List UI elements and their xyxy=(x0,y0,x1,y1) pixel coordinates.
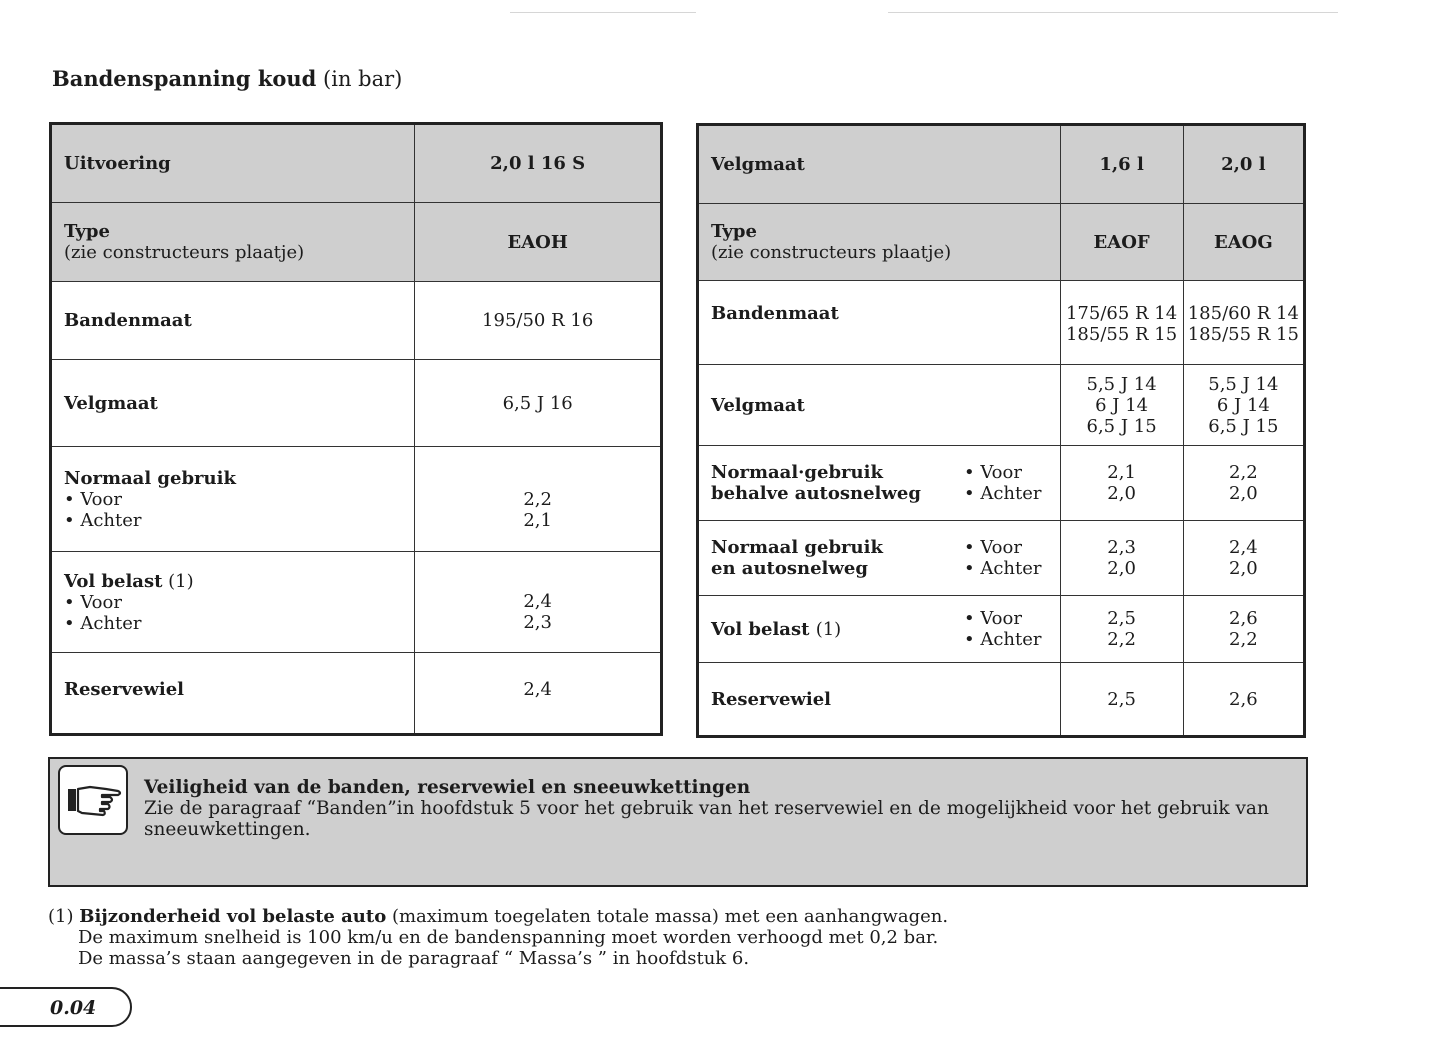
table-row xyxy=(698,125,1305,204)
rim-size-value: 6 J 14 xyxy=(1095,394,1149,416)
tyre-size-label: Bandenmaat xyxy=(698,281,1061,365)
values-col-2-0 xyxy=(1183,446,1304,521)
safety-note-box xyxy=(48,757,1308,887)
table-row xyxy=(698,446,1305,521)
normal-use-cell xyxy=(51,447,415,552)
page-number: 0.04 xyxy=(50,997,97,1019)
front-value: 2,3 xyxy=(1107,537,1136,558)
footnote xyxy=(48,906,948,969)
values-col-1-6 xyxy=(1060,446,1183,521)
rim-size-value: 6,5 J 16 xyxy=(415,360,662,447)
rim-size-label: Velgmaat xyxy=(51,360,415,447)
rim-size-value: 5,5 J 14 xyxy=(1086,373,1157,395)
full-load-label: Vol belast xyxy=(64,570,163,592)
values-col-1-6 xyxy=(1060,596,1183,663)
rear-value: 2,2 xyxy=(1229,629,1258,650)
table-row xyxy=(51,282,662,360)
footnote-ref: (1) xyxy=(815,618,842,640)
tyre-size-value: 195/50 R 16 xyxy=(415,282,662,360)
tyre-pressure-table-2-0-16s xyxy=(49,122,663,736)
values-col-1-6 xyxy=(1060,521,1183,596)
note-heading: Veiligheid van de banden, reservewiel en sneeuwkettingen xyxy=(144,777,751,798)
top-rule-left xyxy=(510,12,696,13)
spare-wheel-label: Reservewiel xyxy=(698,663,1061,737)
type-col-1-6: EAOF xyxy=(1060,204,1183,281)
rim-size-col-2-0 xyxy=(1183,365,1304,446)
rim-size-col-1-6 xyxy=(1060,365,1183,446)
normal-use-label: Normaal gebruik xyxy=(64,467,236,489)
top-rule-right xyxy=(888,12,1338,13)
title-unit: (in bar) xyxy=(323,67,403,91)
tyre-size-col-1-6 xyxy=(1060,281,1183,365)
rear-label: • Achter xyxy=(963,558,1042,579)
front-label: • Voor xyxy=(64,591,122,613)
table-row xyxy=(51,124,662,203)
table-row xyxy=(698,663,1305,737)
front-label: • Voor xyxy=(963,608,1022,629)
footnote-text: (maximum toegelaten totale massa) met een aanhangwagen. xyxy=(391,906,949,927)
front-value: 2,4 xyxy=(1229,537,1258,558)
table-row xyxy=(51,653,662,735)
type-label: Type xyxy=(64,221,110,242)
type-col-2-0: EAOG xyxy=(1183,204,1304,281)
type-value: EAOH xyxy=(415,203,662,282)
full-load-label: Vol belast xyxy=(711,618,810,640)
row-label: en autosnelweg xyxy=(711,558,868,579)
table-row xyxy=(51,552,662,653)
values-col-2-0 xyxy=(1183,521,1304,596)
table-row xyxy=(698,521,1305,596)
front-value: 2,1 xyxy=(1107,462,1136,483)
full-load-cell xyxy=(51,552,415,653)
rear-label: • Achter xyxy=(963,629,1042,650)
tyre-size-value: 185/60 R 14 xyxy=(1187,303,1299,324)
rim-size-label: Velgmaat xyxy=(698,365,1061,446)
table-row xyxy=(698,365,1305,446)
pointing-hand-icon xyxy=(58,765,128,835)
front-value: 2,2 xyxy=(1229,462,1258,483)
type-sub: (zie constructeurs plaatje) xyxy=(64,242,305,263)
footnote-line: De massa’s staan aangegeven in de paragraaf “ Massa’s ” in hoofdstuk 6. xyxy=(78,948,750,969)
front-value: 2,6 xyxy=(1229,608,1258,629)
full-load-cell xyxy=(698,596,1061,663)
tyre-size-label: Bandenmaat xyxy=(51,282,415,360)
footnote-ref: (1) xyxy=(168,570,194,592)
header-value: 2,0 l 16 S xyxy=(415,124,662,203)
table-row xyxy=(698,204,1305,281)
rear-value: 2,0 xyxy=(1107,483,1136,504)
page-title xyxy=(52,66,402,91)
rim-size-value: 6 J 14 xyxy=(1216,394,1270,416)
rear-value: 2,0 xyxy=(1229,483,1258,504)
tyre-pressure-table-1-6-2-0 xyxy=(696,123,1306,738)
table-row xyxy=(51,447,662,552)
type-label: Type xyxy=(711,221,757,242)
rear-value: 2,0 xyxy=(1107,558,1136,579)
front-label: • Voor xyxy=(64,488,122,510)
footnote-marker: (1) xyxy=(48,906,74,927)
note-text xyxy=(144,777,1284,840)
normal-use-highway-cell xyxy=(698,521,1061,596)
rear-value: 2,2 xyxy=(1107,629,1136,650)
tyre-size-value: 185/55 R 15 xyxy=(1065,324,1178,345)
tyre-size-col-2-0 xyxy=(1183,281,1304,365)
rear-label: • Achter xyxy=(963,483,1042,504)
rear-value: 2,3 xyxy=(523,612,552,633)
tyre-size-value: 175/65 R 14 xyxy=(1065,303,1178,324)
tyre-size-value: 185/55 R 15 xyxy=(1187,324,1299,345)
note-body: Zie de paragraaf “Banden”in hoofdstuk 5 voor het gebruik van het reservewiel en de mogelijkheid voor het gebruik van sneeuwkettingen. xyxy=(144,798,1269,840)
rear-value: 2,0 xyxy=(1229,558,1258,579)
front-value: 2,2 xyxy=(523,489,552,510)
rim-size-value: 5,5 J 14 xyxy=(1208,373,1279,395)
normal-use-no-highway-cell xyxy=(698,446,1061,521)
title-text: Bandenspanning koud xyxy=(52,66,317,91)
type-cell xyxy=(698,204,1061,281)
table-row xyxy=(698,281,1305,365)
header-label: Velgmaat xyxy=(698,125,1061,204)
rim-size-value: 6,5 J 15 xyxy=(1208,415,1279,437)
spare-wheel-col-1-6: 2,5 xyxy=(1060,663,1183,737)
row-label: Normaal gebruik xyxy=(711,537,883,558)
normal-use-values xyxy=(415,447,662,552)
type-cell xyxy=(51,203,415,282)
type-sub: (zie constructeurs plaatje) xyxy=(711,242,952,263)
table-row xyxy=(51,360,662,447)
spare-wheel-col-2-0: 2,6 xyxy=(1183,663,1304,737)
spare-wheel-label: Reservewiel xyxy=(51,653,415,735)
front-value: 2,5 xyxy=(1107,608,1136,629)
header-col-2-0: 2,0 l xyxy=(1183,125,1304,204)
rear-value: 2,1 xyxy=(523,510,552,531)
full-load-values xyxy=(415,552,662,653)
header-label: Uitvoering xyxy=(51,124,415,203)
front-label: • Voor xyxy=(963,462,1022,483)
header-col-1-6: 1,6 l xyxy=(1060,125,1183,204)
row-label: Normaal·gebruik xyxy=(711,462,883,483)
page-number-tab xyxy=(0,987,132,1027)
rear-label: • Achter xyxy=(64,509,142,531)
rim-size-value: 6,5 J 15 xyxy=(1086,415,1157,437)
front-label: • Voor xyxy=(963,537,1022,558)
spare-wheel-value: 2,4 xyxy=(415,653,662,735)
footnote-heading: Bijzonderheid vol belaste auto xyxy=(79,906,387,927)
table-row xyxy=(698,596,1305,663)
values-col-2-0 xyxy=(1183,596,1304,663)
footnote-line: De maximum snelheid is 100 km/u en de bandenspanning moet worden verhoogd met 0,2 bar. xyxy=(78,927,939,948)
row-label: behalve autosnelweg xyxy=(711,483,921,504)
front-value: 2,4 xyxy=(523,591,552,612)
table-row xyxy=(51,203,662,282)
rear-label: • Achter xyxy=(64,612,142,634)
